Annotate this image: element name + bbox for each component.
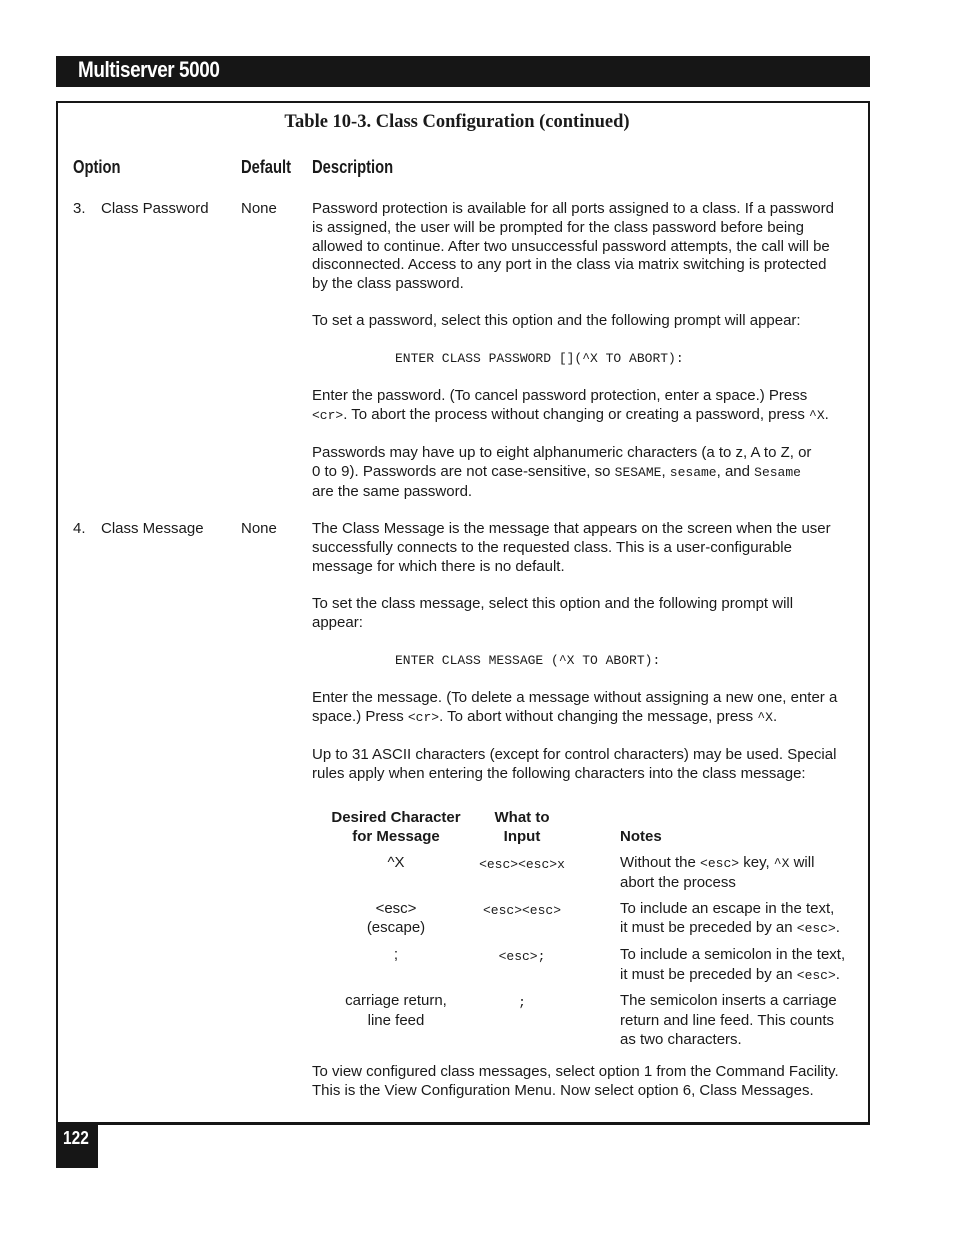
esc-key: <esc> xyxy=(700,856,740,871)
password-prompt: ENTER CLASS PASSWORD [](^X TO ABORT): xyxy=(395,351,684,366)
running-header-title: Multiserver 5000 xyxy=(78,57,220,82)
char-table-header-desired: for Message xyxy=(352,828,440,845)
description-line: by the class password. xyxy=(312,275,464,293)
set-message-intro: To set the class message, select this option and the following prompt will xyxy=(312,595,794,612)
inline-text: . xyxy=(835,966,840,983)
char-table-input: <esc><esc>x xyxy=(479,857,565,872)
set-message-intro: appear: xyxy=(312,614,363,631)
message-prompt: ENTER CLASS MESSAGE (^X TO ABORT): xyxy=(395,653,661,668)
description-line: successfully connects to the requested class. This is a user-configurable xyxy=(312,539,792,556)
inline-text: . To abort without changing the message, press xyxy=(439,708,758,725)
char-table-note xyxy=(620,966,840,986)
option-name: Class Password xyxy=(101,200,209,217)
inline-text: . To abort the process without changing or creating a password, press xyxy=(343,406,810,423)
char-table-note: The semicolon inserts a carriage xyxy=(620,992,837,1009)
column-header-description: Description xyxy=(312,157,394,177)
footer-rule xyxy=(56,1124,870,1125)
char-table-char: ^X xyxy=(387,854,405,871)
description-line: allowed to continue. After two unsuccessful password attempts, the call will be xyxy=(312,237,830,255)
example-password: SESAME xyxy=(614,465,662,480)
char-table-note: as two characters. xyxy=(620,1031,742,1048)
enter-message-line: Enter the message. (To delete a message without assigning a new one, enter a xyxy=(312,689,838,706)
column-header-option: Option xyxy=(73,157,121,177)
page-number-tab xyxy=(56,1124,98,1168)
closing-line: To view configured class messages, select option 1 from the Command Facility. xyxy=(312,1063,839,1080)
set-password-intro: To set a password, select this option and the following prompt will appear: xyxy=(312,312,801,329)
char-table-header-desired: Desired Character xyxy=(331,809,461,826)
header-bar xyxy=(56,56,870,87)
cr-key: <cr> xyxy=(312,408,344,423)
char-table-note: abort the process xyxy=(620,874,736,891)
char-table-note xyxy=(620,919,840,939)
char-table-input: <esc>; xyxy=(498,949,546,964)
abort-key: ^X xyxy=(773,856,790,871)
page-number: 122 xyxy=(63,1128,89,1148)
description-line: message for which there is no default. xyxy=(312,557,565,575)
example-password: Sesame xyxy=(754,465,801,480)
esc-key: <esc> xyxy=(796,968,836,983)
char-table-char: <esc> xyxy=(375,900,417,917)
inline-text: , and xyxy=(716,463,755,480)
char-table-input: <esc><esc> xyxy=(482,903,561,918)
enter-password-line xyxy=(312,406,829,426)
inline-text: . xyxy=(835,919,840,936)
message-rules-line: Up to 31 ASCII characters (except for control characters) may be used. Special xyxy=(312,746,837,763)
option-name: Class Message xyxy=(101,520,204,537)
char-table-header-notes: Notes xyxy=(620,828,662,845)
inline-text: 0 to 9). Passwords are not case-sensitive, so xyxy=(312,463,615,480)
abort-key: ^X xyxy=(809,408,825,423)
char-table-input: ; xyxy=(518,995,526,1010)
table-title: Table 10-3. Class Configuration (continued) xyxy=(284,112,630,132)
char-table-char: (escape) xyxy=(366,919,426,936)
char-table-note xyxy=(620,854,814,874)
option-number: 4. xyxy=(73,520,86,537)
char-table-note: To include a semicolon in the text, xyxy=(620,946,846,963)
example-password: sesame xyxy=(669,465,717,480)
description-line: Password protection is available for all ports assigned to a class. If a password xyxy=(312,200,834,217)
password-rules-line xyxy=(312,463,801,483)
password-rules-line: are the same password. xyxy=(312,483,473,500)
password-rules-line: Passwords may have up to eight alphanumeric characters (a to z, A to Z, or xyxy=(312,444,812,461)
inline-text: will xyxy=(789,854,815,871)
inline-text: , xyxy=(661,463,670,480)
esc-key: <esc> xyxy=(796,921,836,936)
description-line: is assigned, the user will be prompted for the class password before being xyxy=(312,218,804,236)
closing-line: This is the View Configuration Menu. Now select option 6, Class Messages. xyxy=(312,1082,814,1099)
message-rules-line: rules apply when entering the following characters into the class message: xyxy=(312,765,806,782)
description-line: disconnected. Access to any port in the class via matrix switching is protected xyxy=(312,256,827,274)
inline-text: . xyxy=(772,708,778,725)
inline-text: Without the xyxy=(620,854,701,871)
option-number: 3. xyxy=(73,200,86,217)
char-table-char: ; xyxy=(393,946,399,963)
inline-text: . xyxy=(824,406,829,423)
char-table-char: line feed xyxy=(367,1012,425,1029)
char-table-note: To include an escape in the text, xyxy=(620,900,835,917)
enter-password-line: Enter the password. (To cancel password protection, enter a space.) Press xyxy=(312,387,808,404)
inline-text: key, xyxy=(739,854,774,871)
option-default: None xyxy=(241,200,277,217)
inline-text: it must be preceded by an xyxy=(620,919,797,936)
enter-message-line xyxy=(312,708,777,728)
char-table-char: carriage return, xyxy=(345,992,447,1009)
char-table-header-input: What to xyxy=(494,809,550,826)
inline-text: space.) Press xyxy=(312,708,408,725)
char-table-header-input: Input xyxy=(503,828,541,845)
description-line: The Class Message is the message that appears on the screen when the user xyxy=(312,520,831,537)
column-header-default: Default xyxy=(241,157,292,177)
abort-key: ^X xyxy=(757,710,773,725)
option-default: None xyxy=(241,520,277,537)
inline-text: it must be preceded by an xyxy=(620,966,797,983)
cr-key: <cr> xyxy=(407,710,440,725)
char-table-note: return and line feed. This counts xyxy=(620,1012,835,1029)
